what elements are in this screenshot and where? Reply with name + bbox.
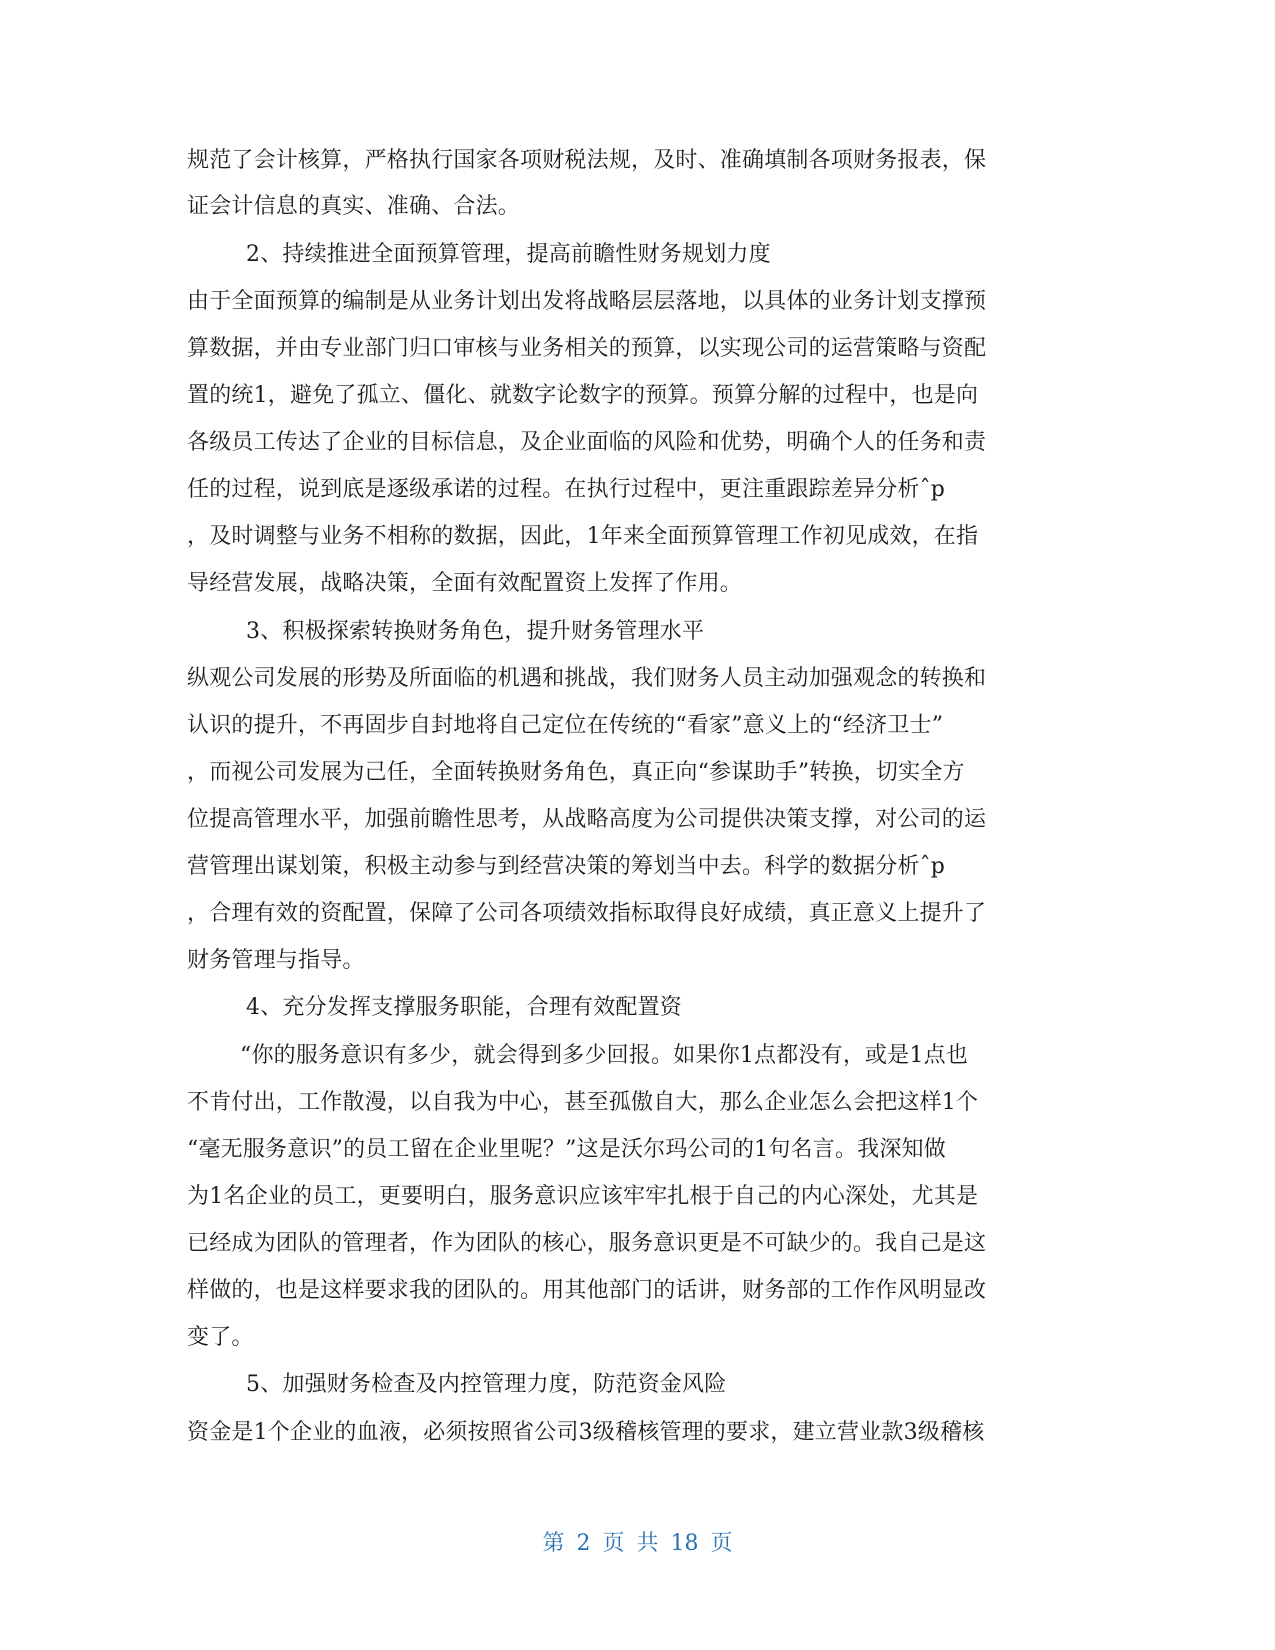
text-line: 资金是1个企业的血液，必须按照省公司3级稽核管理的要求，建立营业款3级稽核 — [187, 1420, 985, 1445]
section-heading: 4、充分发挥支撑服务职能，合理有效配置资 — [246, 995, 682, 1020]
text-line: 任的过程，说到底是逐级承诺的过程。在执行过程中，更注重跟踪差异分析ˆp — [187, 477, 946, 502]
text-line: 证会计信息的真实、准确、合法。 — [187, 194, 521, 219]
text-line: 财务管理与指导。 — [187, 948, 365, 973]
section-heading: 2、持续推进全面预算管理，提高前瞻性财务规划力度 — [246, 242, 771, 267]
text-line: 位提高管理水平，加强前瞻性思考，从战略高度为公司提供决策支撑，对公司的运 — [187, 807, 987, 832]
page-footer — [0, 1526, 1275, 1557]
text-line: 纵观公司发展的形势及所面临的机遇和挑战，我们财务人员主动加强观念的转换和 — [187, 666, 987, 691]
text-line: 认识的提升，不再固步自封地将自己定位在传统的“看家”意义上的“经济卫士” — [187, 713, 944, 738]
footer-mid1: 页 — [602, 1531, 625, 1556]
section-heading: 5、加强财务检查及内控管理力度，防范资金风险 — [246, 1372, 727, 1397]
text-line: 导经营发展，战略决策，全面有效配置资上发挥了作用。 — [187, 571, 743, 596]
text-line: ，合理有效的资配置，保障了公司各项绩效指标取得良好成绩，真正意义上提升了 — [187, 901, 987, 926]
text-line: 营管理出谋划策，积极主动参与到经营决策的筹划当中去。科学的数据分析ˆp — [187, 854, 946, 879]
text-line: 规范了会计核算，严格执行国家各项财税法规，及时、准确填制各项财务报表，保 — [187, 148, 987, 173]
footer-page-number: 2 — [576, 1531, 591, 1556]
text-line: 为1名企业的员工，更要明白，服务意识应该牢牢扎根于自己的内心深处，尤其是 — [187, 1184, 979, 1209]
footer-mid2: 共 — [636, 1531, 659, 1556]
footer-prefix: 第 — [542, 1531, 565, 1556]
footer-suffix: 页 — [710, 1531, 733, 1556]
text-line: 变了。 — [187, 1325, 254, 1350]
text-line: 已经成为团队的管理者，作为团队的核心，服务意识更是不可缺少的。我自己是这 — [187, 1231, 987, 1256]
text-line: 各级员工传达了企业的目标信息，及企业面临的风险和优势，明确个人的任务和责 — [187, 430, 987, 455]
section-heading: 3、积极探索转换财务角色，提升财务管理水平 — [246, 619, 705, 644]
text-line: “你的服务意识有多少，就会得到多少回报。如果你1点都没有，或是1点也 — [240, 1043, 969, 1068]
text-line: ，而视公司发展为己任，全面转换财务角色，真正向“参谋助手”转换，切实全方 — [187, 760, 965, 785]
text-line: 样做的，也是这样要求我的团队的。用其他部门的话讲，财务部的工作作风明显改 — [187, 1278, 987, 1303]
text-line: “毫无服务意识”的员工留在企业里呢？”这是沃尔玛公司的1句名言。我深知做 — [187, 1137, 946, 1162]
text-line: ，及时调整与业务不相称的数据，因此，1年来全面预算管理工作初见成效，在指 — [187, 524, 979, 549]
text-line: 算数据，并由专业部门归口审核与业务相关的预算，以实现公司的运营策略与资配 — [187, 336, 987, 361]
text-line: 置的统1，避免了孤立、僵化、就数字论数字的预算。预算分解的过程中，也是向 — [187, 383, 979, 408]
text-line: 由于全面预算的编制是从业务计划出发将战略层层落地，以具体的业务计划支撑预 — [187, 289, 987, 314]
text-line: 不肯付出，工作散漫，以自我为中心，甚至孤傲自大，那么企业怎么会把这样1个 — [187, 1090, 979, 1115]
footer-total-pages: 18 — [670, 1531, 699, 1556]
